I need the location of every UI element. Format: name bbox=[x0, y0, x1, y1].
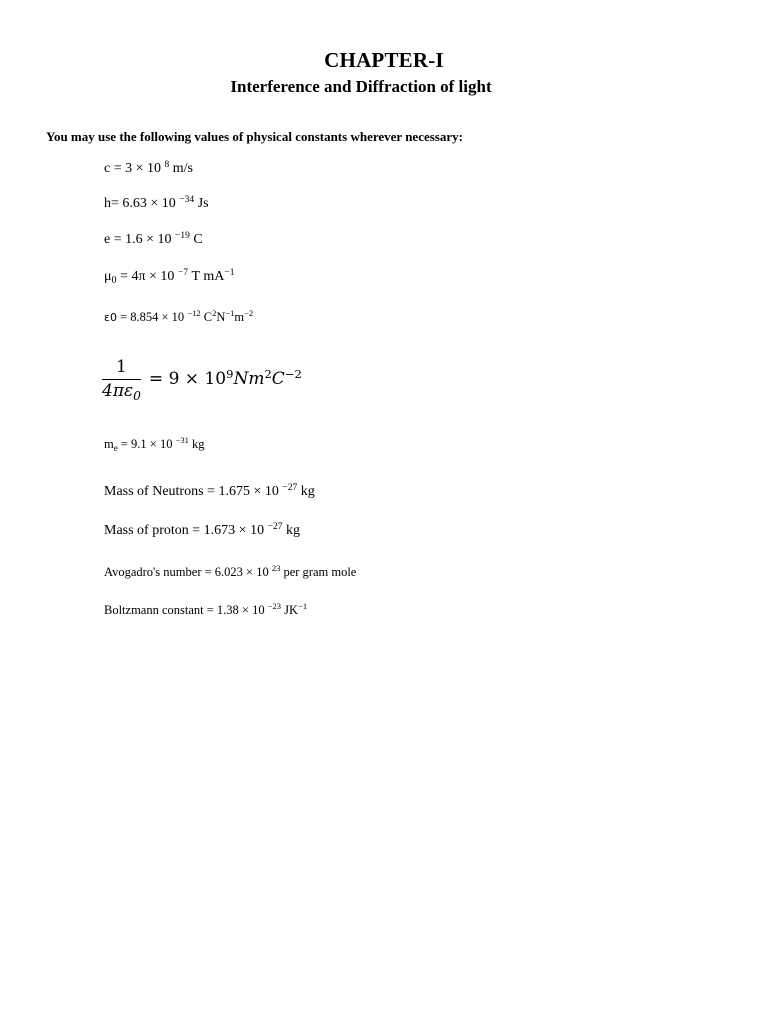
constant-boltzmann: Boltzmann constant = 1.38 × 10 $^{-23}$ $JK^{-1}$ bbox=[104, 601, 308, 617]
coulomb-constant-formula bbox=[102, 357, 302, 401]
formula-rhs: = $9 \times 10^9Nm^2C^{-2}$ bbox=[148, 366, 302, 389]
constant-speed-of-light: c = 3 × 10 $^8$ m/s bbox=[104, 159, 194, 176]
constant-permeability: $\mu_0 = 4\pi \times 10$ $^{-7}$ T $mA^{-1}$ bbox=[104, 267, 235, 287]
formula-fraction bbox=[102, 357, 141, 401]
constant-neutron-mass: Mass of Neutrons = 1.675 × 10 $^{-27}$ kg bbox=[104, 482, 315, 499]
constant-avogadro: Avogadro's number = 6.023 × 10 $^{23}$ per gram mole bbox=[104, 563, 357, 579]
chapter-subtitle: Interference and Diffraction of light bbox=[230, 77, 492, 96]
constant-planck: h= 6.63 × 10 $^{-34}$ Js bbox=[104, 194, 209, 211]
chapter-title: CHAPTER-I bbox=[324, 48, 444, 72]
constant-proton-mass: Mass of proton = 1.673 × 10 $^{-27}$ kg bbox=[104, 521, 300, 538]
constant-permittivity: ε0 = 8.854 × 10 $^{-12}$ $C^2N^{-1}m^{-2}$ bbox=[104, 308, 254, 324]
formula-denominator: $4\pi\varepsilon_0$ bbox=[102, 381, 141, 403]
constant-electron-charge: e = 1.6 × 10 $^{-19}$ C bbox=[104, 230, 203, 247]
constant-electron-mass: $m_e = 9.1 \times 10$ $^{-31}$ kg bbox=[104, 435, 205, 453]
formula-numerator: 1 bbox=[116, 357, 127, 377]
constants-intro: You may use the following values of physical constants wherever necessary: bbox=[46, 129, 463, 144]
